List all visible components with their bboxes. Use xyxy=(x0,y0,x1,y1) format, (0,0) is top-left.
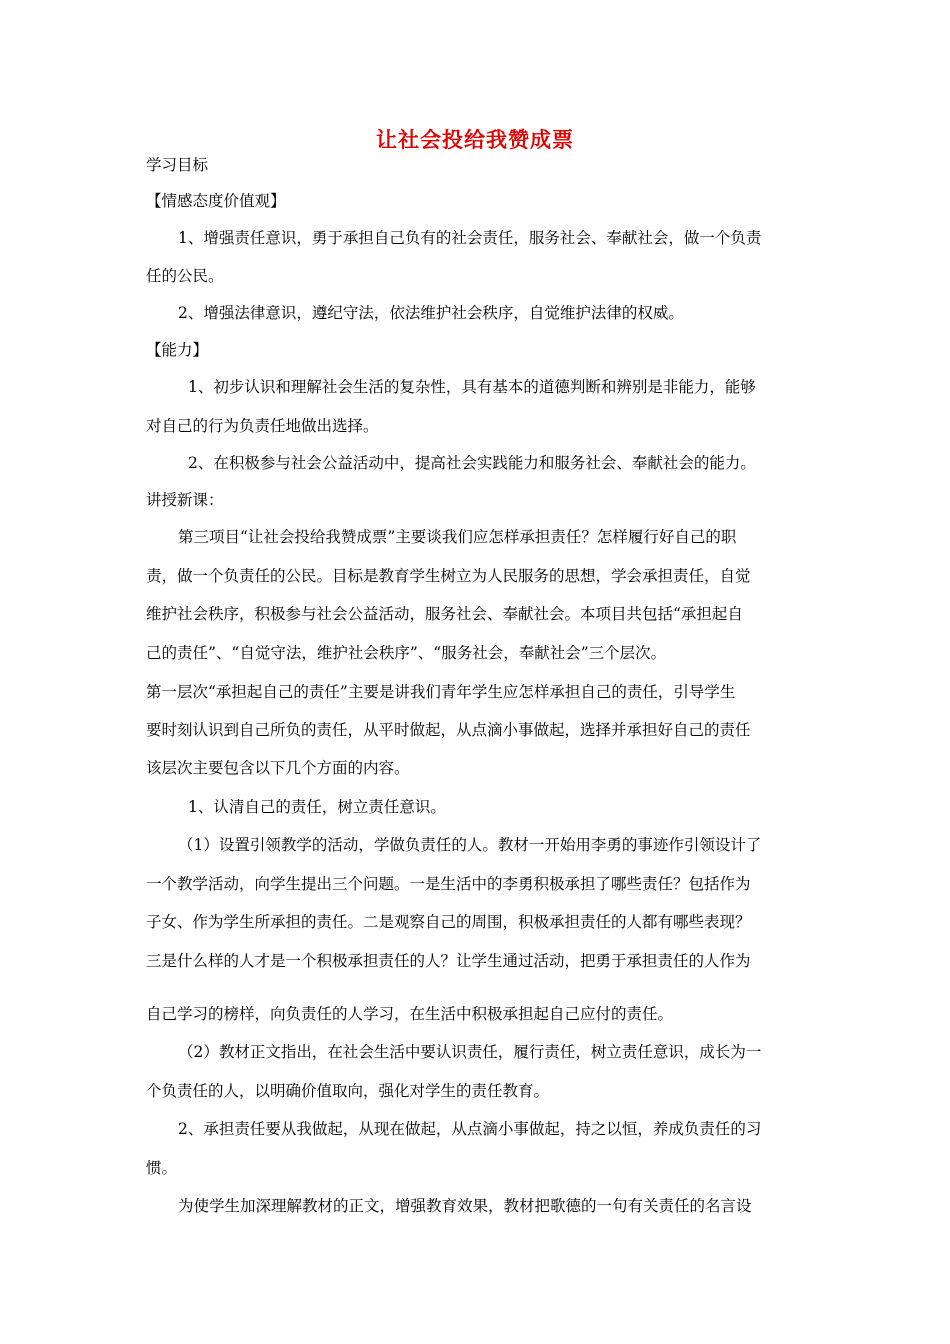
paragraph-line: 责，做一个负责任的公民。目标是教育学生树立为人民服务的思想，学会承担责任，自觉 xyxy=(146,567,751,585)
paragraph-line: 要时刻认识到自己所负的责任，从平时做起，从点滴小事做起，选择并承担好自己的责任 xyxy=(146,721,751,739)
subheading-emotion-values: 【情感态度价值观】 xyxy=(146,192,286,210)
paragraph-line: （1）设置引领教学的活动，学做负责任的人。教材一开始用李勇的事迹作引领设计了 xyxy=(178,836,762,854)
paragraph-line: 己的责任”、“自觉守法，维护社会秩序”、“服务社会，奉献社会”三个层次。 xyxy=(146,644,667,662)
paragraph-line: 为使学生加深理解教材的正文，增强教育效果，教材把歌德的一句有关责任的名言设 xyxy=(178,1197,752,1215)
paragraph-line: 该层次主要包含以下几个方面的内容。 xyxy=(146,759,410,777)
paragraph-line: 维护社会秩序，积极参与社会公益活动，服务社会、奉献社会。本项目共包括“承担起自 xyxy=(146,605,743,623)
paragraph-line: 三是什么样的人才是一个积极承担责任的人？让学生通过活动，把勇于承担责任的人作为 xyxy=(146,952,751,970)
paragraph-line: 第三项目“让社会投给我赞成票”主要谈我们应怎样承担责任？怎样履行好自己的职 xyxy=(178,528,737,546)
document-title: 让社会投给我赞成票 xyxy=(376,127,574,152)
subheading-ability: 【能力】 xyxy=(146,341,209,359)
paragraph-line: 2、承担责任要从我做起，从现在做起，从点滴小事做起，持之以恒，养成负责任的习 xyxy=(178,1120,762,1138)
paragraph-line: 第一层次“承担起自己的责任”主要是讲我们青年学生应怎样承担自己的责任，引导学生 xyxy=(146,683,736,701)
paragraph-line: 对自己的行为负责任地做出选择。 xyxy=(146,417,379,435)
section-heading-learning-goals: 学习目标 xyxy=(146,156,209,174)
paragraph-line: 任的公民。 xyxy=(146,267,224,285)
paragraph-line: 个负责任的人，以明确价值取向，强化对学生的责任教育。 xyxy=(146,1082,550,1100)
paragraph-line: 1、增强责任意识，勇于承担自己负有的社会责任，服务社会、奉献社会，做一个负责 xyxy=(178,229,762,247)
paragraph-line: 惯。 xyxy=(146,1159,178,1177)
paragraph-line: 子女、作为学生所承担的责任。二是观察自己的周围，积极承担责任的人都有哪些表现？ xyxy=(146,913,751,931)
section-heading-lecture: 讲授新课： xyxy=(146,491,224,509)
paragraph-line: （2）教材正文指出，在社会生活中要认识责任，履行责任，树立责任意识，成长为一 xyxy=(178,1043,762,1061)
paragraph-line: 自己学习的榜样，向负责任的人学习，在生活中积极承担起自己应付的责任。 xyxy=(146,1005,674,1023)
paragraph-line: 2、在积极参与社会公益活动中，提高社会实践能力和服务社会、奉献社会的能力。 xyxy=(188,454,756,472)
paragraph-line: 2、增强法律意识，遵纪守法，依法维护社会秩序，自觉维护法律的权威。 xyxy=(178,304,684,322)
paragraph-line: 1、认清自己的责任，树立责任意识。 xyxy=(188,798,446,816)
paragraph-line: 一个教学活动，向学生提出三个问题。一是生活中的李勇积极承担了哪些责任？包括作为 xyxy=(146,875,751,893)
paragraph-line: 1、初步认识和理解社会生活的复杂性，具有基本的道德判断和辨别是非能力，能够 xyxy=(188,378,756,396)
